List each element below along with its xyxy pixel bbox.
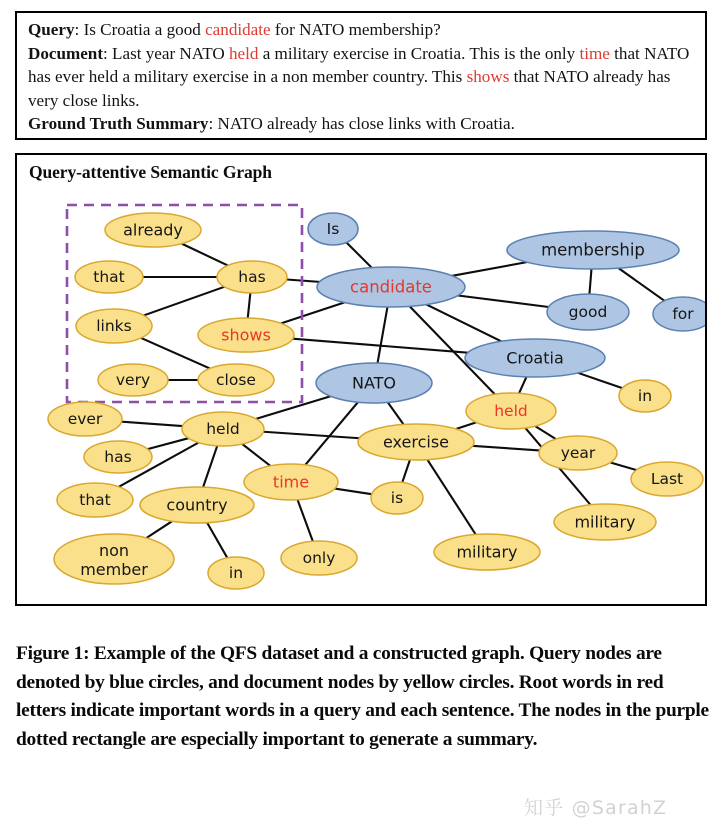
node-label: that — [79, 491, 111, 509]
ground-truth-separator: : — [208, 114, 218, 134]
plain-text: that NATO has ever held a military exercise in a non member country. This — [28, 43, 690, 87]
graph-edge — [298, 500, 313, 541]
ground-truth-text — [218, 114, 515, 133]
node-label: Croatia — [506, 348, 564, 368]
graph-node-has1[interactable] — [217, 261, 287, 293]
watermark: 知乎 @SarahZ — [524, 797, 668, 819]
graph-edge — [456, 422, 476, 429]
graph-edge — [610, 462, 636, 470]
graph-node-exercise[interactable] — [358, 424, 474, 460]
graph-node-shows[interactable] — [198, 318, 294, 352]
figure-caption: Figure 1: Example of the QFS dataset and a constructed graph. Query nodes are denoted by blue circles, and document nodes by yellow circles. Root words in red letters indicate important words in a query and each sentence. The nodes in the purple dotted rectangle are especially important to generate a summary. — [16, 643, 709, 750]
graph-edge — [248, 293, 251, 318]
graph-edge — [335, 489, 372, 495]
document-separator: : — [103, 43, 113, 63]
graph-node-very[interactable] — [98, 364, 168, 396]
graph-node-military1[interactable] — [554, 504, 656, 540]
graph-node-for[interactable] — [653, 297, 705, 331]
document-line — [28, 44, 689, 110]
graph-edge — [305, 402, 358, 465]
graph-node-only[interactable] — [281, 541, 357, 575]
root-word: time — [579, 43, 610, 63]
root-word: candidate — [205, 20, 271, 39]
graph-edge — [452, 262, 527, 276]
plain-text: for NATO membership? — [270, 20, 441, 39]
graph-node-in_r[interactable] — [619, 380, 671, 412]
plain-text: that NATO already has very close links. — [28, 67, 671, 110]
node-label: Is — [326, 220, 340, 238]
graph-node-year[interactable] — [539, 436, 617, 470]
node-label: Last — [650, 470, 684, 488]
graph-edge — [519, 377, 526, 393]
query-separator: : — [74, 20, 84, 39]
node-label: has — [238, 268, 266, 286]
graph-edge — [578, 373, 622, 388]
graph-node-in_d[interactable] — [208, 557, 264, 589]
graph-edge — [427, 460, 475, 535]
node-label: candidate — [350, 277, 432, 297]
node-label: already — [123, 220, 183, 240]
graph-node-already[interactable] — [105, 213, 201, 247]
node-label: year — [560, 444, 596, 462]
graph-node-held2[interactable] — [182, 412, 264, 446]
node-label: ever — [67, 410, 103, 428]
node-label: has — [104, 448, 132, 466]
graph-edge — [256, 396, 330, 419]
graph-edge — [141, 338, 210, 368]
node-label: is — [390, 489, 404, 507]
graph-edge — [146, 521, 172, 538]
graph-node-last[interactable] — [631, 462, 703, 496]
node-label: exercise — [382, 432, 450, 452]
node-label: in — [637, 387, 653, 405]
graph-edge — [122, 422, 183, 426]
graph-edge — [402, 460, 410, 482]
plain-text: NATO already has close links with Croatia. — [217, 114, 515, 134]
node-label: links — [96, 317, 132, 335]
graph-node-close[interactable] — [198, 364, 274, 396]
plain-text: Is Croatia a good — [83, 20, 206, 39]
node-label: military — [456, 542, 518, 562]
node-label: non member — [80, 540, 148, 579]
node-label: country — [166, 495, 228, 515]
node-label: held — [494, 402, 528, 420]
query-line — [28, 20, 441, 39]
graph-edge — [619, 268, 665, 301]
graph-node-is_d[interactable] — [371, 482, 423, 514]
graph-node-ever[interactable] — [48, 402, 122, 436]
document-label: Document — [28, 43, 104, 63]
node-label: time — [272, 472, 310, 492]
ground-truth-line — [28, 114, 515, 133]
graph-node-military2[interactable] — [434, 534, 540, 570]
graph-title: Query-attentive Semantic Graph — [29, 162, 272, 182]
graph-edge — [378, 307, 388, 363]
example-text-panel — [15, 11, 707, 140]
graph-node-candidate[interactable] — [317, 267, 465, 307]
node-label: military — [574, 512, 636, 532]
node-label: only — [302, 549, 336, 567]
graph-node-that2[interactable] — [57, 483, 133, 517]
graph-node-has2[interactable] — [84, 441, 152, 473]
graph-node-croatia[interactable] — [465, 339, 605, 377]
graph-node-nonmember[interactable] — [54, 534, 174, 584]
node-label: for — [672, 305, 694, 323]
graph-node-nato_q[interactable] — [316, 363, 432, 403]
root-word: held — [228, 43, 259, 63]
node-label: in — [228, 564, 244, 582]
node-label: NATO — [351, 373, 397, 393]
graph-edge — [148, 438, 189, 449]
node-label: membership — [541, 240, 645, 260]
graph-node-membership[interactable] — [507, 231, 679, 269]
node-label: close — [216, 371, 256, 389]
plain-text: a military exercise in Croatia. This is the only — [258, 43, 580, 63]
graph-node-that1[interactable] — [75, 261, 143, 293]
query-label: Query — [28, 20, 75, 39]
graph-edge — [535, 426, 556, 439]
graph-edge — [458, 296, 549, 308]
node-label: that — [93, 268, 125, 286]
root-word: shows — [466, 67, 510, 87]
graph-edge — [207, 523, 227, 558]
graph-edge — [203, 446, 217, 487]
graph-edge — [144, 287, 225, 316]
graph-edge — [346, 242, 371, 267]
graph-edge — [388, 402, 404, 424]
graph-node-country[interactable] — [140, 487, 254, 523]
graph-node-time[interactable] — [244, 464, 338, 500]
ground-truth-label: Ground Truth Summary — [28, 114, 209, 134]
query-text — [84, 20, 441, 39]
node-label: good — [568, 303, 608, 321]
graph-node-is_q[interactable] — [308, 213, 358, 245]
graph-edge — [589, 269, 591, 294]
graph-edge — [281, 302, 344, 323]
graph-node-held_r[interactable] — [466, 393, 556, 429]
semantic-graph-panel — [15, 153, 707, 606]
graph-node-links[interactable] — [76, 309, 152, 343]
node-label: shows — [221, 325, 271, 345]
node-label: held — [206, 420, 240, 438]
document-text — [28, 44, 689, 110]
graph-node-good[interactable] — [547, 294, 629, 330]
node-label: very — [115, 371, 151, 389]
plain-text: Last year NATO — [112, 43, 229, 63]
graph-edge — [242, 444, 270, 466]
example-text-body — [17, 13, 705, 136]
graph-edge — [182, 244, 228, 266]
semantic-graph-canvas — [17, 155, 705, 604]
